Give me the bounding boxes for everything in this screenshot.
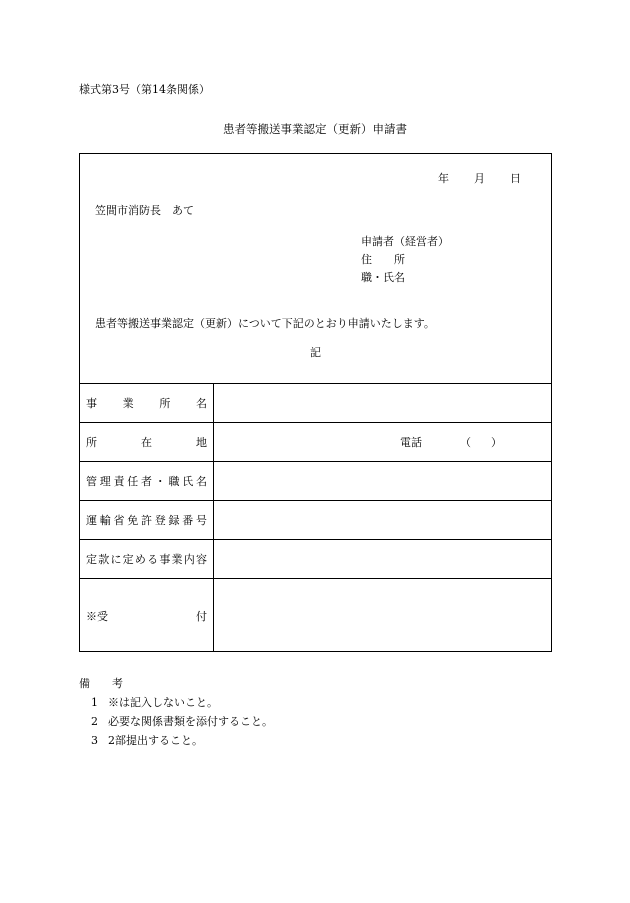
reception-label [86,608,207,624]
row-label-char: ※受 [86,609,108,623]
date-year-label: 年 [438,172,449,185]
office-name-label [86,395,207,411]
row-label-char: 責 [113,475,125,488]
row-label-char: 名 [195,397,207,410]
note-text: 2部提出すること。 [108,734,203,747]
row-label-char: 所 [86,436,97,449]
row-label-char: 付 [196,609,207,623]
row-label-char: 氏 [182,475,194,488]
row-label-char: 登 [154,514,166,527]
row-label-char: 省 [113,514,125,527]
phone-area [400,434,502,450]
form-number: 様式第3号（第14条関係） [79,83,210,96]
note-text: ※は記入しないこと。 [108,696,218,709]
row-label-char: 免 [127,514,139,527]
row-label-char: 地 [196,436,207,449]
note-item [91,732,203,748]
row-label-char: 輸 [99,514,111,527]
note-text: 必要な関係書類を添付すること。 [108,715,273,728]
applicant-label: 申請者（経営者） [361,235,449,248]
row-label-char: 管 [86,475,97,488]
row-label [80,579,214,652]
row-label-char: ・ [154,475,166,488]
table-row [80,578,551,652]
license-number-label [86,512,207,528]
license-number-field[interactable] [214,501,551,539]
row-label [80,540,214,578]
application-statement: 患者等搬送事業認定（更新）について下記のとおり申請いたします。 [95,317,435,330]
row-label [80,501,214,539]
notes-title-char: 備 [79,677,90,690]
row-label [80,462,214,500]
row-label-char: 容 [195,553,207,566]
detail-table [80,383,551,652]
row-label-char: 者 [141,475,152,488]
row-label-char: 号 [196,514,207,527]
row-label-char: 定 [122,553,134,566]
date-month-label: 月 [474,172,485,185]
addressee: 笠間市消防長 あて [95,204,194,217]
row-label-char: 任 [127,475,139,488]
date-line [413,170,521,186]
row-label-char: 内 [183,553,195,566]
table-row [80,539,551,578]
business-content-label [86,551,207,567]
row-label-char: 番 [182,514,194,527]
row-label-char: 業 [122,397,134,410]
row-label-char: 事 [86,397,97,410]
row-label-char: 理 [99,475,111,488]
document-title: 患者等搬送事業認定（更新）申請書 [223,122,407,136]
reception-field [214,579,551,652]
notes-title-char: 考 [112,677,123,690]
ki-marker: 記 [310,346,321,359]
row-label-char: 定 [86,553,97,566]
table-row [80,461,551,500]
row-label-char: 業 [171,553,183,566]
row-label-char: 事 [159,553,171,566]
row-label-char: 款 [98,553,110,566]
table-row [80,422,551,461]
office-name-field[interactable] [214,384,551,422]
manager-label [86,473,207,489]
name-label: 職・氏名 [361,271,405,284]
row-label-char: 録 [168,514,180,527]
phone-paren-close: ） [491,436,502,449]
row-label-char: 運 [86,514,97,527]
address-label-char: 住 [361,253,372,266]
row-label-char: る [147,553,159,566]
table-row [80,500,551,539]
note-number: 1 [91,696,98,709]
row-label-char: 在 [141,436,152,449]
row-label-char: 許 [141,514,152,527]
row-label-char: め [134,553,146,566]
table-row [80,383,551,422]
row-label [80,423,214,461]
row-label [80,384,214,422]
notes-title [79,675,123,691]
row-label-char: 名 [196,475,207,488]
address-label-char: 所 [394,253,405,266]
row-label-char: に [110,553,122,566]
row-label-char: 所 [159,397,171,410]
location-label [86,434,207,450]
note-item [91,713,273,729]
location-field[interactable] [214,423,551,461]
phone-paren-open: （ [460,436,471,449]
note-number: 2 [91,715,98,728]
phone-label: 電話 [400,436,422,449]
date-day-label: 日 [510,172,521,185]
business-content-field[interactable] [214,540,551,578]
address-label [361,251,405,267]
application-form-box [79,153,552,652]
row-label-char: 職 [168,475,180,488]
note-item [91,694,218,710]
manager-field[interactable] [214,462,551,500]
note-number: 3 [91,734,98,747]
